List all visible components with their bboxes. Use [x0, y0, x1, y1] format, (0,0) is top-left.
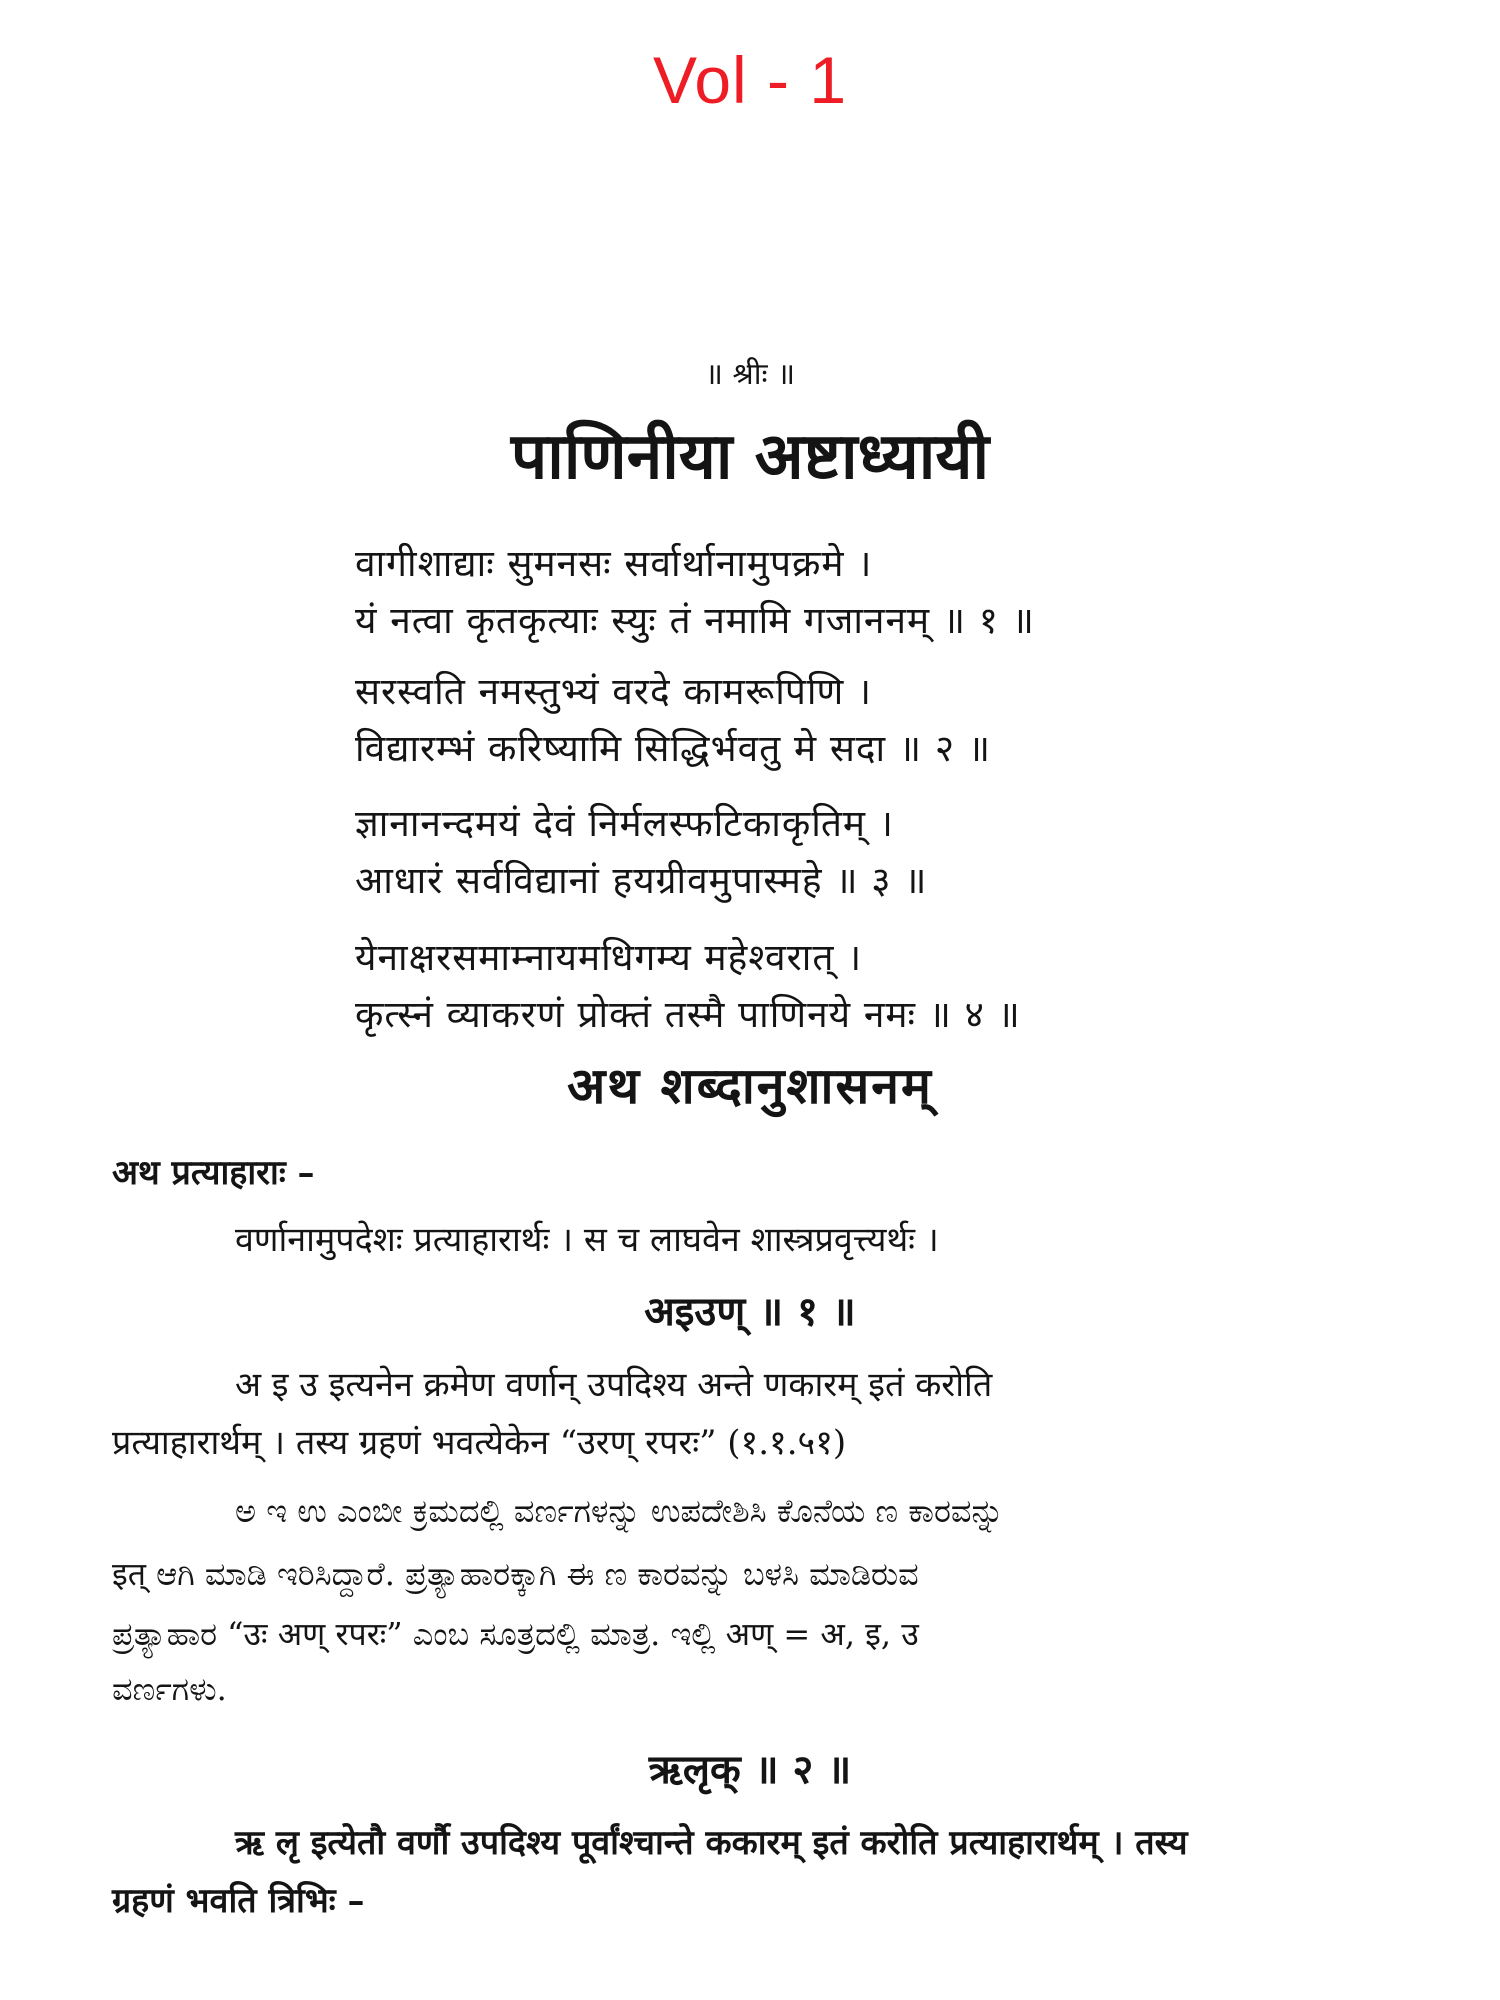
verse-line: वागीशाद्याः सुमनसः सर्वार्थानामुपक्रमे । [355, 542, 873, 585]
volume-label: Vol - 1 [652, 43, 848, 117]
verse-line: ज्ञानानन्दमयं देवं निर्मलस्फटिकाकृतिम् । [355, 802, 894, 845]
verse-line: येनाक्षरसमाम्नायमधिगम्य महेश्वरात् । [355, 936, 863, 979]
kannada-line: ವರ್ಣಗಳು. [112, 1670, 227, 1708]
pratyahara-intro: वर्णानामुपदेशः प्रत्याहारार्थः । स च लाघवेन शास्त्रप्रवृत्त्यर्थः । [235, 1220, 939, 1260]
sutra-title: ऋलृक् ॥ २ ॥ [648, 1746, 852, 1793]
sutra-text-line: प्रत्याहारार्थम् । तस्य ग्रहणं भवत्येकेन “उरण् रपरः” (१.१.५१) [112, 1423, 847, 1463]
invocation: ॥ श्रीः ॥ [704, 357, 796, 392]
kannada-line: ಪ್ರತ್ಯಾಹಾರ “उः अण् रपरः” ಎಂಬ ಸೂತ್ರದಲ್ಲಿ ಮಾತ್ರ. ಇಲ್ಲಿ अण् = अ, इ, उ [112, 1615, 919, 1653]
sutra-text-line: ऋ लृ इत्येतौ वर्णौ उपदिश्य पूर्वांश्चान्ते ककारम् इतं करोति प्रत्याहारार्थम् । तस्य [235, 1823, 1188, 1863]
pratyahara-heading: अथ प्रत्याहाराः – [112, 1153, 315, 1193]
verse-line: विद्यारम्भं करिष्यामि सिद्धिर्भवतु मे सदा ॥ २ ॥ [355, 727, 991, 770]
sutra-title: अइउण् ॥ १ ॥ [644, 1288, 856, 1335]
verse-line: यं नत्वा कृतकृत्याः स्युः तं नमामि गजाननम् ॥ १ ॥ [355, 599, 1035, 642]
kannada-line: इत् ಆಗಿ ಮಾಡಿ ಇರಿಸಿದ್ದಾರೆ. ಪ್ರತ್ಯಾಹಾರಕ್ಕಾಗಿ ಈ ಣ ಕಾರವನ್ನು ಬಳಸಿ ಮಾಡಿರುವ [112, 1555, 919, 1593]
kannada-line: ಅ ಇ ಉ ಎಂಬೀ ಕ್ರಮದಲ್ಲಿ ವರ್ಣಗಳನ್ನು ಉಪದೇಶಿಸಿ ಕೊನೆಯ ಣ ಕಾರವನ್ನು [235, 1492, 1004, 1530]
verse-line: आधारं सर्वविद्यानां हयग्रीवमुपास्महे ॥ ३ ॥ [355, 859, 928, 902]
sutra-text-line: अ इ उ इत्यनेन क्रमेण वर्णान् उपदिश्य अन्ते णकारम् इतं करोति [235, 1365, 993, 1405]
page-title: पाणिनीया अष्टाध्यायी [510, 419, 990, 494]
verse-line: सरस्वति नमस्तुभ्यं वरदे कामरूपिणि । [355, 670, 873, 713]
verse-line: कृत्स्नं व्याकरणं प्रोक्तं तस्मै पाणिनये नमः ॥ ४ ॥ [355, 993, 1021, 1036]
sutra-text-line: ग्रहणं भवति त्रिभिः – [112, 1881, 365, 1921]
section-title: अथ शब्दानुशासनम् [567, 1056, 933, 1115]
